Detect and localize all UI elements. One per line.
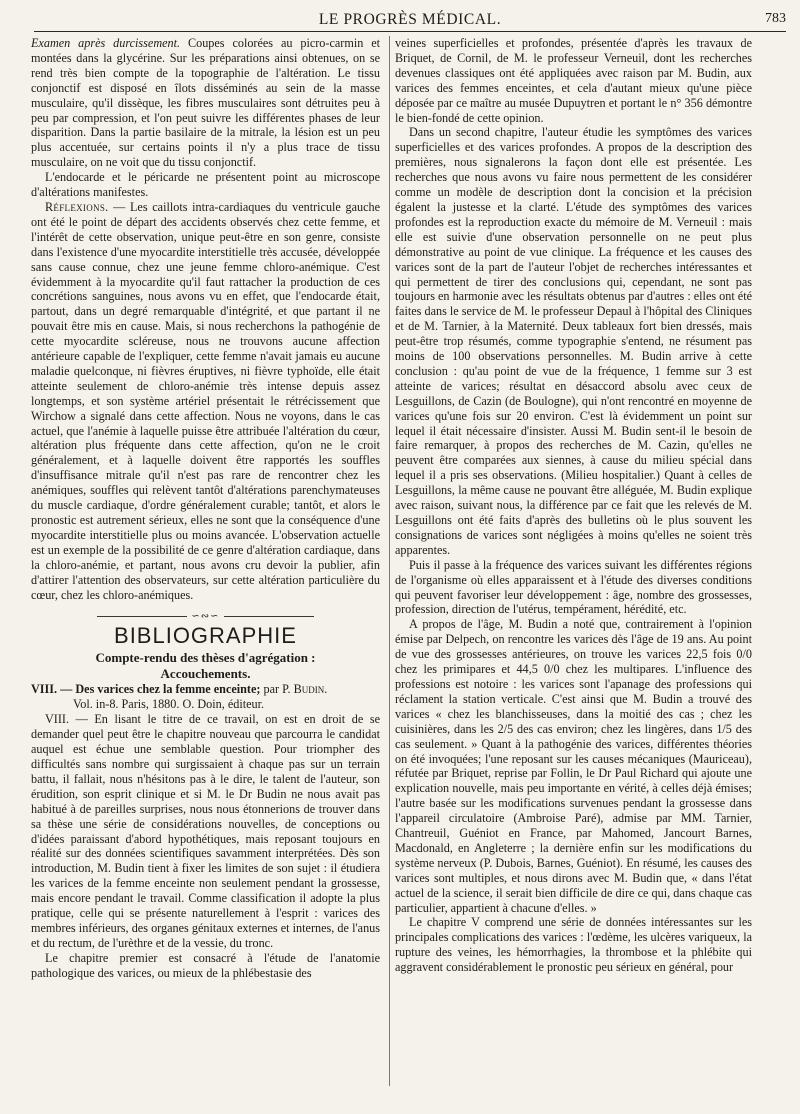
paragraph-reflexions (31, 200, 380, 602)
paragraph-frequence: Puis il passe à la fréquence des varices suivant les différentes régions de l'organisme où elles apparaissent et à l'étude des diverses conditions qui peuvent favoriser leur développement : âge, nombre des grossesses, profession, direction de l'utérus, tempérament, hérédité, etc. (395, 557, 752, 617)
section-separator: ∽∾∽ (31, 608, 380, 620)
paragraph-reflexions-lead: Réflexions. (45, 199, 109, 214)
paragraph-examen-lead: Examen après durcissement. (31, 36, 181, 50)
paragraph-second-chapitre: Dans un second chapitre, l'auteur étudie les symptômes des varices superficielles et des varices profondes. A propos de la description des premières, nous signalerons la façon dont elle est présentée. Les recherches que nous avons vu faire nous permettent de les considérer comme un modèle de description dont la concision et la précision égalent la justesse et la clarté. L'étude des symptômes des varices profondes est la reproduction exacte du mémoire de M. Verneuil : mais elle est suivie d'une observation personnelle on ne peut plus démonstrative au point de vue clinique. La fréquence et les causes des varices sont de la part de l'auteur l'objet de recherches intéressantes et qui permettent de tirer des conclusions qui, cependant, ne sont pas toujours en harmonie avec les résultats obtenus par d'autres : elles ont été faites dans le service de M. le professeur Depaul à l'hôpital des Cliniques et de M. Tarnier, à la Maternité. Deux tableaux fort bien dressés, mais peut-être trop résumés, comme typographie s'entend, ne résument pas moins de 100 observations personnelles. M. Budin arrive à cette conclusion : qu'au point de vue de la fréquence, 1 femme sur 3 est atteinte de varices; résultat en désaccord absolu avec ceux de Lesguillons, de Cazin (de Boulogne), qui n'ont rencontré en moyenne de varices qu'une fois sur 20 environ. C'est là évidemment un point sur lequel il était nécessaire d'insister. Aussi M. Budin sent-il le besoin de faire remarquer, à propos des recherches de M. Cazin, qu'elles ne peuvent être comparées aux siennes, à cause du milieu spécial dans lequel il a pris ses observations. (Milieu hospitalier.) Quant à celles de Lesguillons, la même cause ne pouvant être alléguée, M. Budin explique avec raison, suivant nous, la différence par ce fait que les relevés de M. Lesguillons ont été faits d'après des bulletins où le plus souvent les consignations de varices sont négligées à moins qu'elles ne soient très apparentes. (395, 125, 752, 557)
left-column (31, 36, 380, 981)
paragraph-endocarde: L'endocarde et le péricarde ne présentent point au microscope d'altérations manifestes. (31, 170, 380, 200)
entry-publication: Vol. in-8. Paris, 1880. O. Doin, éditeur. (73, 697, 265, 712)
journal-title: LE PROGRÈS MÉDICAL. (318, 11, 502, 28)
page-number: 783 (765, 11, 786, 26)
paragraph-age: A propos de l'âge, M. Budin a noté que, contrairement à l'opinion émise par Delpech, on rencontre les varices dès l'âge de 19 ans. Au point de vue des grossesses antérieures, on trouve les varices 22,5 fois 0/0 chez les primipares et 44,5 0/0 chez les multipares. L'influence des professions est notoire : les varices sont l'apanage des professions qui réclament la station verticale. C'est ainsi que M. Budin a trouvé des varices « chez les blanchisseuses, dans la moitié des cas ; chez les cuisinières, dans les 2/5 des cas environ; chez les lingères, dans 1/5 des cas seulement. » Quant à la pathogénie des varices, différentes théories on été invoquées; l'une reposant sur les causes mécaniques (Mauriceau), réfutée par Briquet, reprise par Follin, le Dr Paul Richard qui ajoute une explication nouvelle, mais peu importante en vérité, à celles déjà émises; l'autre basée sur les modifications survenues pendant la grossesse dans l'appareil circulatoire (Ambroise Paré), admise par MM. Tarnier, Chantreuil, Guéniot en France, par Mahomed, Jancourt Barnes, Macdonald, en Angleterre ; la dernière enfin sur les modifications du système nerveux (P. Dubois, Barnes, Guéniot). En résumé, les causes des varices sont multiples, et nous dirons avec M. Budin que, « dans l'état actuel de la science, il serait bien difficile de dire ce qui, dans chaque cas particulier, appartient à chacune d'elles. » (395, 617, 752, 915)
entry-by: par (260, 682, 283, 697)
entry-author: P. Budin. (282, 682, 328, 697)
running-head (34, 5, 786, 32)
paragraph-reflexions-text: — Les caillots intra-cardiaques du ventricule gauche ont été le point de départ des accidents observés chez cette femme, et l'intérêt de cette observation, unique peut-être en son genre, consiste dans l'existence d'une myocardite interstitielle très accusée, développée sans cause connue, chez une jeune femme chloro-anémique. C'est évidemment à la myocardite qu'il faut rattacher la production de ces concrétions sanguines, nous avons vu en effet, que l'endocarde était, partout, dans un degré remarquable d'intégrité, et que partant il ne pouvait être mis en cause. Mais, si nous recherchons la pathogénie de cette myocardite scléreuse, nous ne trouvons aucune affection antérieure capable de l'expliquer, cette femme n'avait jamais eu aucune maladie quelconque, ni fièvres éruptives, ni fièvre typhoïde, elle était atteinte seulement de chloro-anémie très intense depuis assez longtemps, et son système artériel présentait le rétrécissement que Wirchow a signalé dans cette affection. Nous ne voyons, dans le cas actuel, que l'anémie à laquelle puisse être attribuée l'altération du cœur, altération plus fréquente dans cette affection, qu'on ne le croit généralement, et à laquelle doivent être rapportés les souffles d'insuffisance mitrale qu'il n'est pas rare de rencontrer chez les anémiques, souffles qui relèvent tantôt d'altérations parenchymateuses du muscle cardiaque, d'ordre généralement curable; tantôt, et alors le pronostic est autrement sérieux, elles ne sont que la conséquence d'une myocardite interstitielle plus ou moins avancée. L'observation actuelle est un exemple de la possibilité de ce genre d'altération cardiaque, dans la chloro-anémie, et partant, nous avons cru devoir la publier, afin d'attirer l'attention des observateurs, sur cette altération particulière du cœur, chez les chloro-anémiques. (31, 199, 380, 602)
column-divider (389, 36, 390, 1086)
section-title-bibliographie: BIBLIOGRAPHIE (114, 623, 297, 649)
paragraph-examen-text: Coupes colorées au picro-carmin et montées dans la glycérine. Sur les préparations ainsi obtenues, on se rend très bien compte de la topographie de l'altération. Le tissu conjonctif est disposé en îlots disséminés au sein de la masse musculaire, qu'il dissèque, les fibres musculaires sont détruites peu à peu par compression, et l'on peut suivre les différentes phases de leur disparition. Dans la partie basilaire de la mitrale, la lésion est un peu plus accentuée, sur certains points il n'y a plus trace de tissu musculaire, on ne voit que du tissu conjonctif. (31, 36, 380, 170)
paragraph-chapitre-v: Le chapitre V comprend une série de données intéressantes sur les principales complications des varices : l'œdème, les ulcères variqueux, la rupture des veines, les hémorrhagies, la thrombose et la phlébite qui aggravent considérablement le pronostic peu sérieux en général, pour (395, 915, 752, 975)
right-column (395, 36, 752, 975)
bibliography-entry (31, 682, 380, 712)
subheading-compte-rendu: Compte-rendu des thèses d'agrégation : (95, 650, 316, 666)
entry-title: VIII. — Des varices chez la femme enceinte; (31, 682, 261, 697)
paragraph-veines: veines superficielles et profondes, présentée d'après les travaux de Briquet, de Cornil, de M. le professeur Verneuil, dont les recherches devenues classiques ont été appliquées avec raison par M. Budin, aux varices des femmes enceintes, et cela d'autant mieux qu'une pièce déposée par ce maître au musée Dupuytren et portant le n° 356 démontre le bien-fondé de cette opinion. (395, 36, 752, 125)
subheading-accouchements: Accouchements. (160, 666, 251, 682)
paragraph-review-intro: VIII. — En lisant le titre de ce travail, on est en droit de se demander quel peut être le chapitre nouveau que parcourra le candidat auquel est échue une semblable question. Pour triompher des difficultés sans nombre qui surgissaient à chaque pas sur un terrain battu, il fallait, nous n'hésitons pas à le dire, le talent de l'auteur, son érudition, son esprit clinique et si M. le Dr Budin ne nous avait pas habitué à de pareilles surprises, nous nous étonnerions de trouver dans sa thèse une série de considérations nouvelles, de conceptions ou d'idées paraissant d'abord hypothétiques, mais reposant toujours en réalité sur des données scientifiques savamment interprétées. Dès son introduction, M. Budin tient à fixer les limites de son sujet : il étudiera les varices de la femme enceinte non seulement pendant la grossesse, mais encore pendant le travail. Comme classification il adopte la plus pratique, celle qui se présente naturellement à l'esprit : varices des membres inférieurs, des organes génitaux externes et internes, de l'anus et du rectum, de l'urèthre et de la vessie, du tronc. (31, 712, 380, 950)
paragraph-chapitre-premier: Le chapitre premier est consacré à l'étude de l'anatomie pathologique des varices, ou mieux de la phlébestasie des (31, 950, 380, 980)
paragraph-examen (31, 36, 380, 170)
